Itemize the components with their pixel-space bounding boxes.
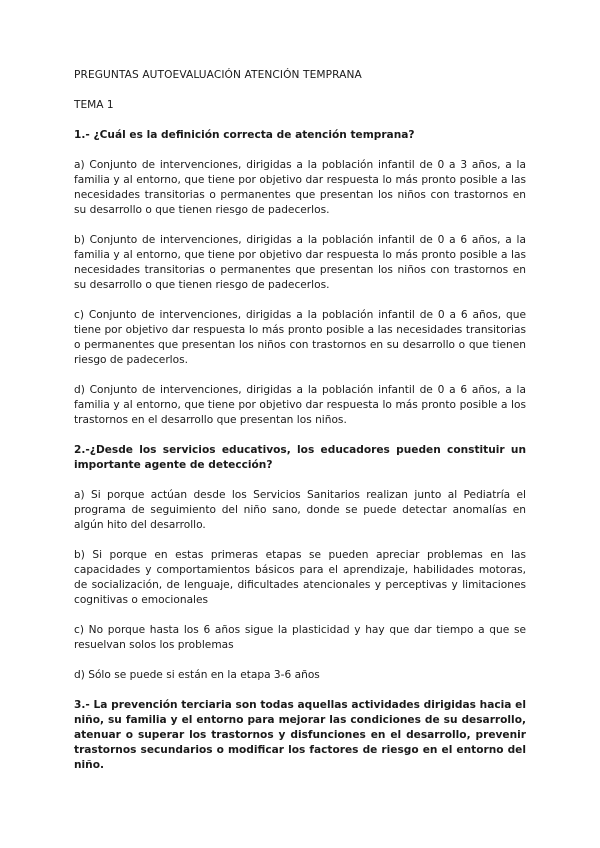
question-1-option-d: d) Conjunto de intervenciones, dirigidas a la población infantil de 0 a 6 años, a la familia y al entorno, que tiene por objetivo dar respuesta lo más pronto posible a los trastornos en el desarrollo que presentan los niños. xyxy=(74,384,526,426)
question-3: 3.- La prevención terciaria son todas aquellas actividades dirigidas hacia el niño, su familia y el entorno para mejorar las condiciones de su desarrollo, atenuar o superar los trastornos y disfunciones en el desarrollo, prevenir trastornos secundarios o modificar los factores de riesgo en el entorno del niño. xyxy=(74,699,526,771)
question-2-option-a: a) Si porque actúan desde los Servicios Sanitarios realizan junto al Pediatría el programa de seguimiento del niño sano, donde se puede detectar anomalías en algún hito del desarrollo. xyxy=(74,489,526,531)
question-2-option-b: b) Si porque en estas primeras etapas se pueden apreciar problemas en las capacidades y comportamientos básicos para el aprendizaje, habilidades motoras, de socialización, de lenguaje, dificultades atencionales y perceptivas y limitaciones cognitivas o emocionales xyxy=(74,549,526,606)
question-2-option-d: d) Sólo se puede si están en la etapa 3-6 años xyxy=(74,669,320,681)
question-1-option-b: b) Conjunto de intervenciones, dirigidas a la población infantil de 0 a 6 años, a la familia y al entorno, que tiene por objetivo dar respuesta lo más pronto posible a las necesidades transitorias o permanentes que presentan los niños con trastornos en su desarrollo o que tienen riesgo de padecerlos. xyxy=(74,234,526,291)
question-1-option-a: a) Conjunto de intervenciones, dirigidas a la población infantil de 0 a 3 años, a la familia y al entorno, que tiene por objetivo dar respuesta lo más pronto posible a las necesidades transitorias o permanentes que presentan los niños con trastornos en su desarrollo o que tienen riesgo de padecerlos. xyxy=(74,159,526,216)
question-2: 2.-¿Desde los servicios educativos, los educadores pueden constituir un importante agente de detección? xyxy=(74,444,526,471)
section-heading: TEMA 1 xyxy=(74,99,114,111)
question-2-option-c: c) No porque hasta los 6 años sigue la plasticidad y hay que dar tiempo a que se resuelvan solos los problemas xyxy=(74,624,526,651)
question-1-option-c: c) Conjunto de intervenciones, dirigidas a la población infantil de 0 a 6 años, que tiene por objetivo dar respuesta lo más pronto posible a las necesidades transitorias o permanentes que presentan los niños con trastornos en su desarrollo o que tienen riesgo de padecerlos. xyxy=(74,309,526,366)
question-1: 1.- ¿Cuál es la definición correcta de atención temprana? xyxy=(74,129,415,141)
document-title: PREGUNTAS AUTOEVALUACIÓN ATENCIÓN TEMPRANA xyxy=(74,69,362,81)
